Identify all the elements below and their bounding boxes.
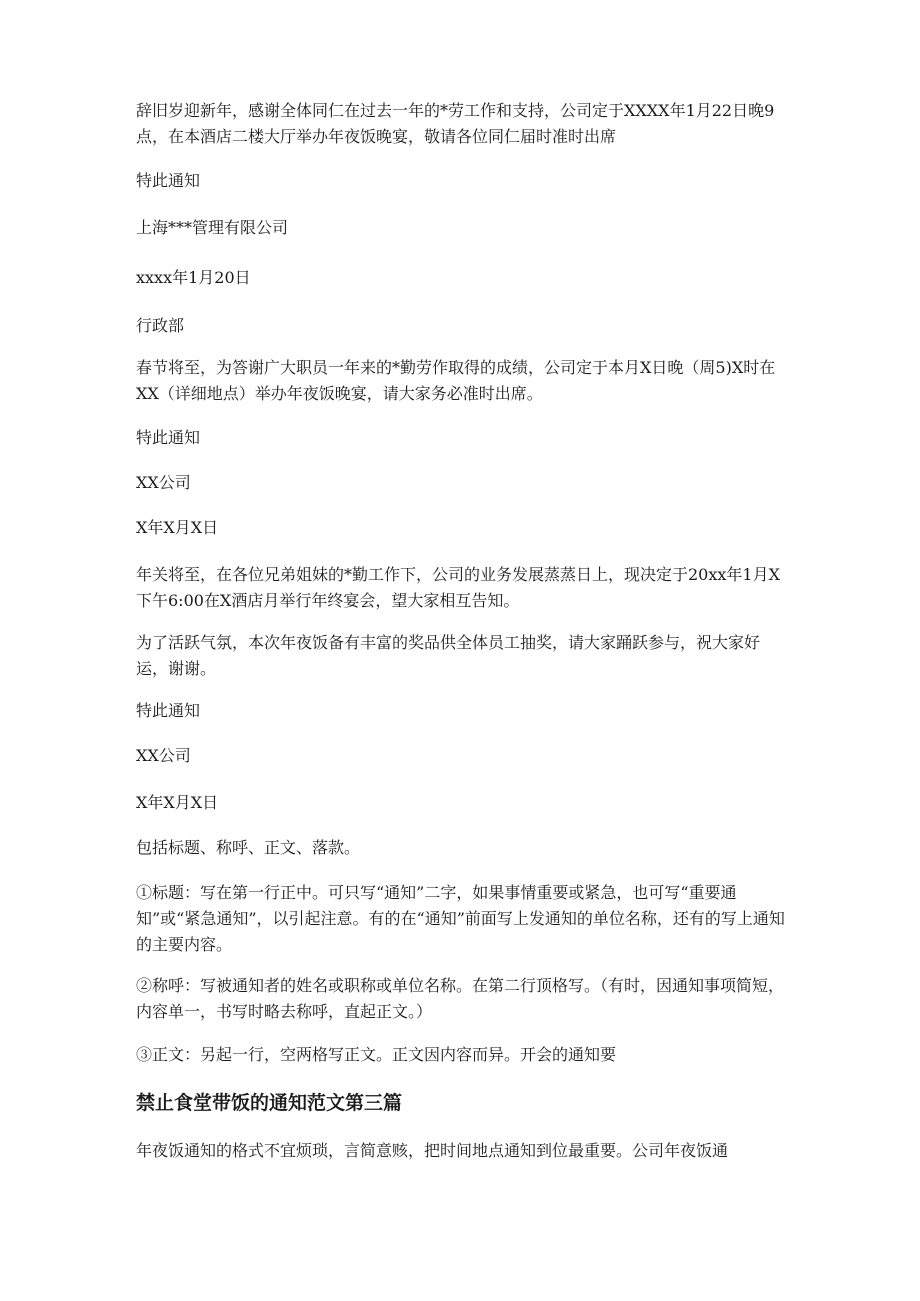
paragraph-company-name-3: XX公司 — [136, 746, 191, 765]
paragraph-dinner-notice-2: 春节将至，为答谢广大职员一年来的*勤劳作取得的成绩，公司定于本月X日晚（周5)X时在XX（详细地点）举办年夜饭晚宴，请大家务必准时出席。 — [136, 358, 776, 403]
paragraph-format-intro: 包括标题、称呼、正文、落款。 — [136, 838, 361, 857]
paragraph-company-name-2: XX公司 — [136, 473, 191, 492]
paragraph-department: 行政部 — [136, 316, 185, 335]
paragraph-format-body: ③正文：另起一行，空两格写正文。正文因内容而异。开会的通知要 — [136, 1045, 617, 1064]
paragraph-notice-closing-3: 特此通知 — [136, 701, 201, 720]
paragraph-date-2: X年X月X日 — [136, 518, 219, 537]
paragraph-lottery-note: 为了活跃气氛，本次年夜饭备有丰富的奖品供全体员工抽奖，请大家踊跃参与，祝大家好运，谢谢。 — [136, 633, 761, 678]
paragraph-date-1: xxxx年1月20日 — [136, 268, 251, 287]
paragraph-format-summary: 年夜饭通知的格式不宜烦琐，言简意赅，把时间地点通知到位最重要。公司年夜饭通 — [136, 1141, 729, 1160]
paragraph-dinner-notice-1: 辞旧岁迎新年，感谢全体同仁在过去一年的*劳工作和支持，公司定于XXXX年1月22日晚9点，在本酒店二楼大厅举办年夜饭晚宴，敬请各位同仁届时准时出席 — [136, 101, 775, 146]
paragraph-notice-closing-1: 特此通知 — [136, 171, 201, 190]
paragraph-company-name-1: 上海***管理有限公司 — [136, 218, 289, 237]
paragraph-dinner-notice-3: 年关将至，在各位兄弟姐妹的*勤工作下，公司的业务发展蒸蒸日上，现决定于20xx年1月X下午6:00在X酒店月举行年终宴会，望大家相互告知。 — [136, 565, 780, 610]
paragraph-date-3: X年X月X日 — [136, 793, 219, 812]
section-heading: 禁止食堂带饭的通知范文第三篇 — [136, 1092, 403, 1114]
paragraph-format-salutation: ②称呼：写被通知者的姓名或职称或单位名称。在第二行顶格写。（有时，因通知事项简短，内容单一，书写时略去称呼，直起正文。） — [136, 976, 785, 1021]
paragraph-format-title: ①标题：写在第一行正中。可只写“通知”二字，如果事情重要或紧急，也可写“重要通知”或“紧急通知”，以引起注意。有的在“通知”前面写上发通知的单位名称，还有的写上通知的主要内容。 — [136, 883, 785, 954]
paragraph-notice-closing-2: 特此通知 — [136, 428, 201, 447]
